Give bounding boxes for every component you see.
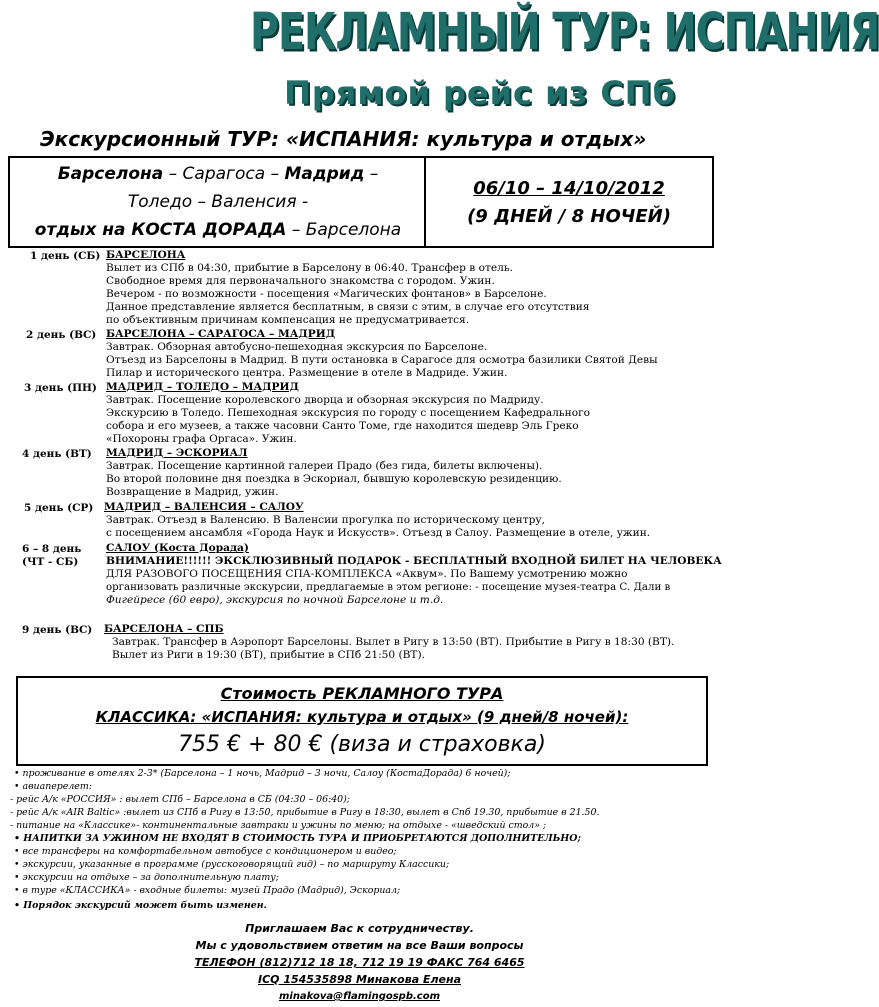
tour-duration: (9 ДНЕЙ / 8 НОЧЕЙ) [467,206,671,227]
note-item: • в туре «КЛАССИКА» - входные билеты: музей Прадо (Мадрид), Эскориал; [14,885,401,896]
day-label: 5 день (СР) [24,502,94,514]
day-label: 9 день (ВС) [22,624,93,636]
tour-name: Экскурсионный ТУР: «ИСПАНИЯ: культура и отдых» [40,127,647,151]
price-title: Стоимость РЕКЛАМНОГО ТУРА [220,684,504,703]
note-text: проживание в отелях 2-3* (Барселона – 1 ночь, Мадрид – 3 ночи, Салоу (КостаДорада) 6 ночей); [22,768,511,779]
route-city-barcelona: Барселона [57,164,164,184]
price-visa-note: (виза и страховка) [322,732,546,757]
note-item: • НАПИТКИ ЗА УЖИНОМ НЕ ВХОДЯТ В СТОИМОСТЬ ТУРА И ПРИОБРЕТАЮТСЯ ДОПОЛНИТЕЛЬНО; [14,833,581,844]
note-item: • экскурсии, указанные в программе (русскоговорящий гид) – по маршруту Классики; [14,859,450,870]
day-heading: БАРСЕЛОНА – СПБ [104,623,224,635]
day-heading: МАДРИД – ЭСКОРИАЛ [106,447,248,459]
route-segment: – Сарагоса – [163,164,285,184]
day-weekdays: (ЧТ - СБ) [22,556,79,568]
price-program: КЛАССИКА: «ИСПАНИЯ: культура и отдых» (9 дней/8 ночей): [95,708,629,726]
day-text: Завтрак. Посещение королевского дворца и обзорная экскурсия по Мадриду. [106,394,544,406]
day-heading: БАРСЕЛОНА – САРАГОСА – МАДРИД [106,328,336,340]
day-text: собора и его музеев, а также часовни Санто Томе, где находится шедевр Эль Греко [106,420,579,432]
note-text: авиаперелет: [22,781,92,792]
note-item: • Порядок экскурсий может быть изменен. [14,900,267,911]
note-text: в туре «КЛАССИКА» - входные билеты: музей Прадо (Мадрид), Эскориал; [22,885,401,896]
day-text: Данное представление является бесплатным, в связи с этим, в случае его отсутствия [106,301,590,313]
main-subtitle: Прямой рейс из СПб [284,74,676,112]
day-text: Свободное время для первоначального знакомства с городом. Ужин. [106,275,495,287]
route-segment-end: – [364,164,379,184]
note-text: НАПИТКИ ЗА УЖИНОМ НЕ ВХОДЯТ В СТОИМОСТЬ ТУРА И ПРИОБРЕТАЮТСЯ ДОПОЛНИТЕЛЬНО; [23,833,581,844]
day-text: по объективным причинам компенсация не предусматривается. [106,314,470,326]
route-city-madrid: Мадрид [284,164,365,184]
day-text: ВНИМАНИЕ!!!!!! ЭКСКЛЮЗИВНЫЙ ПОДАРОК - БЕСПЛАТНЫЙ ВХОДНОЙ БИЛЕТ НА ЧЕЛОВЕКА [106,555,722,567]
day-text: Отъезд из Барселоны в Мадрид. В пути остановка в Сарагосе для осмотра базилики Святой Девы [106,354,658,366]
day-label: 6 – 8 день [22,543,82,555]
day-label: 3 день (ПН) [24,382,97,394]
note-item: • авиаперелет: [14,781,92,792]
price-box [16,676,708,766]
route-line-3 [10,220,426,240]
day-text: Вылет из СПб в 04:30, прибытие в Барселону в 06:40. Трансфер в отель. [106,262,513,274]
day-heading: БАРСЕЛОНА [106,249,186,261]
footer-phone: ТЕЛЕФОН (812)712 18 18, 712 19 19 ФАКС 764 6465 [194,956,525,969]
day-text: Экскурсию в Толедо. Пешеходная экскурсия по городу с посещением Кафедрального [106,407,591,419]
footer-email[interactable]: minakova@flamingospb.com [278,991,441,1002]
day-text: Во второй половине дня поездка в Эскориал, бывшую королевскую резиденцию. [106,473,562,485]
day-text: «Похороны графа Оргаса». Ужин. [106,433,297,445]
route-line-1 [10,164,426,184]
day-heading: МАДРИД – ТОЛЕДО – МАДРИД [106,381,299,393]
day-text: Фигейресе (60 евро), экскурсия по ночной Барселоне и т.д. [106,594,444,606]
main-title: РЕКЛАМНЫЙ ТУР: ИСПАНИЯ [250,3,879,62]
day-label: 2 день (ВС) [26,329,97,341]
note-text: экскурсии на отдыхе – за дополнительную плату; [22,872,279,883]
day-heading: МАДРИД – ВАЛЕНСИЯ – САЛОУ [104,501,304,513]
day-label: 4 день (ВТ) [22,448,92,460]
note-text: экскурсии, указанные в программе (русскоговорящий гид) – по маршруту Классики; [22,859,450,870]
date-range: 06/10 – 14/10/2012 [473,178,665,199]
price-plus: + [241,732,274,757]
note-item: - рейс А/к «AIR Baltic» :вылет из СПб в Ригу в 13:50, прибытие в Ригу в 18:30, вылет в Спб 19.30, прибытие в 21.50. [10,807,600,818]
day-text: Пилар и исторического центра. Размещение в отеле в Мадриде. Ужин. [106,367,508,379]
day-text: Вечером - по возможности - посещения «Магических фонтанов» в Барселоне. [106,288,547,300]
note-text: все трансферы на комфортабельном автобусе с кондиционером и видео; [22,846,397,857]
footer-invite: Приглашаем Вас к сотрудничеству. [245,922,474,935]
note-item: - рейс А/к «РОССИЯ» : вылет СПб – Барселона в СБ (04:30 – 06:40); [10,794,350,805]
note-item: • экскурсии на отдыхе – за дополнительную плату; [14,872,279,883]
price-visa: 80 € [273,732,323,757]
day-text: с посещением ансамбля «Города Наук и Искусств». Отъезд в Салоу. Размещение в отеле, ужин. [106,527,651,539]
day-heading: САЛОУ (Коста Дорада) [106,542,249,554]
price-tour: 755 € [178,732,242,757]
day-text: Возвращение в Мадрид, ужин. [106,486,279,498]
note-item: • проживание в отелях 2-3* (Барселона – 1 ночь, Мадрид – 3 ночи, Салоу (КостаДорада) 6 ночей); [14,768,511,779]
day-text: Вылет из Риги в 19:30 (ВТ), прибытие в СПб 21:50 (ВТ). [112,649,425,661]
day-text: Завтрак. Трансфер в Аэропорт Барселоны. Вылет в Ригу в 13:50 (ВТ). Прибытие в Ригу в 18:30 (ВТ). [112,636,675,648]
footer-icq: ICQ 154535898 Минакова Елена [257,973,462,986]
day-text: Завтрак. Посещение картинной галереи Прадо (без гида, билеты включены). [106,460,543,472]
day-text: Завтрак. Отъезд в Валенсию. В Валенсии прогулка по историческому центру, [106,514,545,526]
footer-questions: Мы с удовольствием ответим на все Ваши вопросы [195,939,524,952]
day-text: ДЛЯ РАЗОВОГО ПОСЕЩЕНИЯ СПА-КОМПЛЕКСА «Аквум». По Вашему усмотрению можно [106,568,628,580]
route-return: – Барселона [286,220,402,240]
day-label: 1 день (СБ) [30,250,101,262]
route-line-2: Толедо – Валенсия - [127,192,309,212]
day-text: Завтрак. Обзорная автобусно-пешеходная экскурсия по Барселоне. [106,341,488,353]
note-item: • все трансферы на комфортабельном автобусе с кондиционером и видео; [14,846,397,857]
dates-box [424,156,714,248]
note-text: Порядок экскурсий может быть изменен. [23,900,267,911]
route-rest-costa-dorada: отдых на КОСТА ДОРАДА [34,220,287,240]
note-item: - питание на «Классике»- континентальные завтраки и ужины по меню; на отдыхе - «шведский стол» ; [10,820,547,831]
route-box [8,156,426,248]
price-amount [18,732,706,757]
day-text: организовать различные экскурсии, предлагаемые в этом регионе: - посещение музея-театра С. Дали в [106,582,671,593]
